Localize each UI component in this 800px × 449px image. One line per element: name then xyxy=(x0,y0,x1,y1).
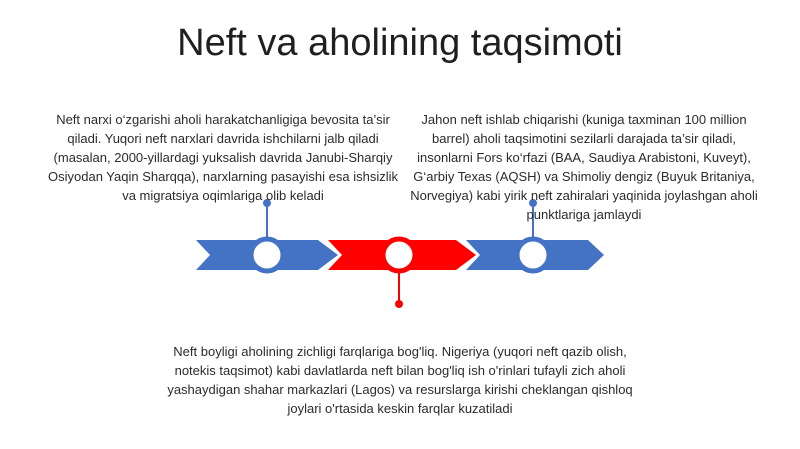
point-text-middle: Neft boyligi aholining zichligi farqlariga bog'liq. Nigeriya (yuqori neft qazib olish, notekis taqsimot) kabi davlatlarda neft bilan bog'liq ish o'rinlari tufayli zich aholi yashaydigan shahar markazlari (Lagos) va resurslarga kirishi cheklangan qishloq joylari o'rtasida keskin farqlar kuzatiladi xyxy=(167,344,633,416)
slide-title: Neft va aholining taqsimoti xyxy=(177,22,623,64)
connector-middle-dot xyxy=(395,300,403,308)
marker-ring-middle xyxy=(383,239,415,271)
point-text-left: Neft narxi o‘zgarishi aholi harakatchanligiga bevosita ta’sir qiladi. Yuqori neft narxlari davrida ishchilarni jalb qiladi (masalan, 2000-yillardagi yuksalish davrida Janubi-Sharqiy Osiyodan Yaqin Sharqqa), narxlarning pasayishi esa ishsizlik va migratsiya oqimlariga olib keladi xyxy=(48,112,398,203)
marker-ring-left xyxy=(251,239,283,271)
point-text-right: Jahon neft ishlab chiqarishi (kuniga taxminan 100 million barrel) aholi taqsimotini sezilarli darajada ta’sir qiladi, insonlarni Fors ko‘rfazi (BAA, Saudiya Arabistoni, Kuveyt), G‘arbiy Texas (AQSH) va Shimoliy dengiz (Buyuk Britaniya, Norvegiya) kabi yirik neft zahiralari yaqinida joylashgan aholi punktlariga jamlaydi xyxy=(410,112,758,222)
marker-ring-right xyxy=(517,239,549,271)
